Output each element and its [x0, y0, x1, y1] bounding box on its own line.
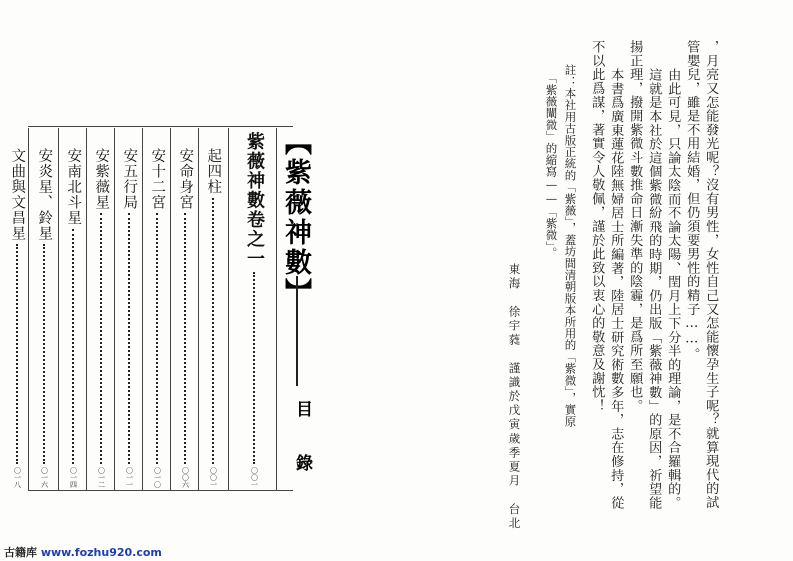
toc-entry-label: 安十二宮: [149, 148, 166, 210]
toc-leader-dots: [212, 198, 214, 465]
column-divider: [86, 128, 87, 490]
toc-entry[interactable]: [148, 148, 166, 488]
column-divider: [28, 128, 29, 490]
toc-entry-volume-1[interactable]: [245, 132, 263, 488]
toc-leader-dots: [16, 244, 18, 464]
site-watermark: [4, 544, 162, 560]
watermark-url[interactable]: www.fozhu920.com: [40, 546, 162, 559]
column-divider: [114, 128, 115, 490]
preface-column: 由此可見，只論太陰而不論太陽、閏月上下分半的理論，是不合羅輯的。: [665, 68, 681, 510]
preface-column: 揚正理，撥開紫微斗數推命日漸失準的陰霾，是爲所至願也。: [627, 40, 643, 413]
column-divider: [58, 128, 59, 490]
preface-column: 本書爲廣東蓮花陸無婦居士所編著，陸居士研究術數多年，志在修持，從: [608, 68, 624, 510]
toc-entry-label: 安南北斗星: [65, 148, 82, 226]
toc-leader-dots: [156, 213, 158, 464]
toc-entry[interactable]: [204, 148, 222, 488]
preface-column: 不以此爲謀，著實令人敬佩，謹於此致以衷心的敬意及謝忱！: [589, 40, 605, 413]
toc-leader-dots: [72, 229, 74, 465]
watermark-site-name: 古籍库: [4, 546, 37, 559]
column-divider: [276, 128, 277, 490]
book-title: 【紫薇神數】: [280, 128, 311, 308]
title-rule: [296, 276, 298, 386]
toc-frame-bottom: [28, 490, 293, 491]
column-divider: [170, 128, 171, 490]
preface-column: ，月亮又怎能發光呢？沒有男性，女性自己又怎能懷孕生子呢？就算現代的試: [703, 40, 719, 510]
toc-entry[interactable]: [176, 148, 194, 488]
toc-entry-label: 安五行局: [121, 148, 138, 210]
toc-page-number: 〇一一: [125, 467, 134, 488]
column-divider: [198, 128, 199, 490]
toc-entry[interactable]: [35, 148, 53, 488]
toc-entry[interactable]: [64, 148, 82, 488]
toc-page-number: 〇一二: [97, 467, 106, 488]
toc-leader-dots: [128, 213, 130, 464]
toc-entry-label: 紫薇神數卷之一: [244, 132, 265, 269]
note-column: 「紫薇闡微」的縮寫——「紫微」。: [544, 72, 559, 259]
toc-entry[interactable]: [92, 148, 110, 488]
column-divider: [228, 128, 229, 490]
toc-entry-label: 起四柱: [205, 148, 222, 195]
toc-entry-label: 安炎星、鈴星: [36, 148, 53, 241]
toc-entry[interactable]: [120, 148, 138, 488]
toc-page-number: 〇一〇: [153, 467, 162, 488]
toc-leader-dots: [253, 272, 255, 465]
toc-page-number: 〇一八: [13, 467, 22, 488]
toc-leader-dots: [184, 213, 186, 464]
preface-column: 這就是本社於這個紫微紛飛的時期，仍出版「紫薇神數」的原因，祈望能: [646, 68, 662, 510]
toc-leader-dots: [43, 244, 45, 464]
toc-entry-label: 安紫薇星: [93, 148, 110, 210]
toc-entry[interactable]: [8, 148, 26, 488]
toc-heading: 目 錄: [292, 400, 312, 481]
toc-page-number: 〇一六: [40, 467, 49, 488]
toc-entry-label: 文曲與文昌星: [9, 148, 26, 241]
toc-page-number: 〇一四: [69, 467, 78, 488]
toc-page-number: 〇〇一: [250, 467, 259, 488]
toc-page-number: 〇〇六: [181, 467, 190, 488]
toc-leader-dots: [100, 213, 102, 464]
toc-page-number: 〇〇一: [209, 467, 218, 488]
toc-frame-top: [28, 126, 293, 127]
note-column: 註：本社用古版正統的「紫薇」，蓋坊間清朝版本所用的「紫微」，實原: [563, 64, 578, 427]
toc-entry-label: 安命身宮: [177, 148, 194, 210]
column-divider: [142, 128, 143, 490]
preface-column: 管嬰兒，雖是不用結婚，但仍須要男性的精子……。: [684, 40, 700, 361]
signature: 東海 徐宇蕤 謹識於戊寅歲季夏月 台北: [507, 263, 522, 531]
